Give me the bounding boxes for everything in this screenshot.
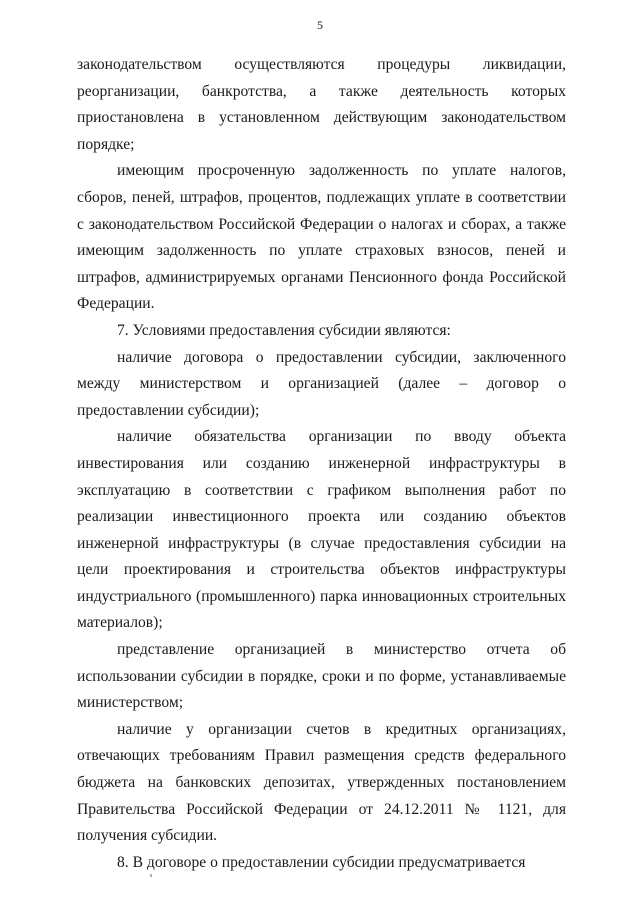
scan-speck (150, 874, 152, 877)
document-body (77, 52, 566, 876)
paragraph-tax-debt: имеющим просроченную задолженность по уплате налогов, сборов, пеней, штрафов, процентов, подлежащих уплате в соответствии с законодательством Российской Федерации о налогах и сборах, а также имеющим задолженность по уплате страховых взносов, пеней и штрафов, администрируемых органами Пенсионного фонда Российской Федерации. (77, 162, 566, 313)
page-number: 5 (317, 18, 323, 32)
paragraph-commissioning-obligation: наличие обязательства организации по вводу объекта инвестирования или созданию инженерной инфраструктуры в эксплуатацию в соответствии с графиком выполнения работ по реализации инвестиционного проекта или созданию объектов инженерной инфраструктуры (в случае предоставления субсидии на цели проектирования и строительства объектов инфраструктуры индустриального (промышленного) парка инновационных строительных материалов); (77, 428, 566, 632)
paragraph-conditions-heading: 7. Условиями предоставления субсидии являются: (117, 321, 451, 339)
paragraph-agreement-provisions: 8. В договоре о предоставлении субсидии предусматривается (117, 853, 526, 871)
paragraph-bank-accounts: наличие у организации счетов в кредитных организациях, отвечающих требованиям Правил размещения средств федерального бюджета на банковских депозитах, утвержденных постановлением Правительства Российской Федерации от 24.12.2011 № 1121, для получения субсидии. (77, 720, 566, 845)
paragraph-subsidy-agreement: наличие договора о предоставлении субсидии, заключенного между министерством и организацией (далее – договор о предоставлении субсидии); (77, 348, 566, 419)
paragraph-liquidation: законодательством осуществляются процедуры ликвидации, реорганизации, банкротства, а также деятельность которых приостановлена в установленном действующим законодательством порядке; (77, 56, 566, 153)
paragraph-usage-report: представление организацией в министерство отчета об использовании субсидии в порядке, сроки и по форме, устанавливаемые министерством; (77, 641, 566, 712)
